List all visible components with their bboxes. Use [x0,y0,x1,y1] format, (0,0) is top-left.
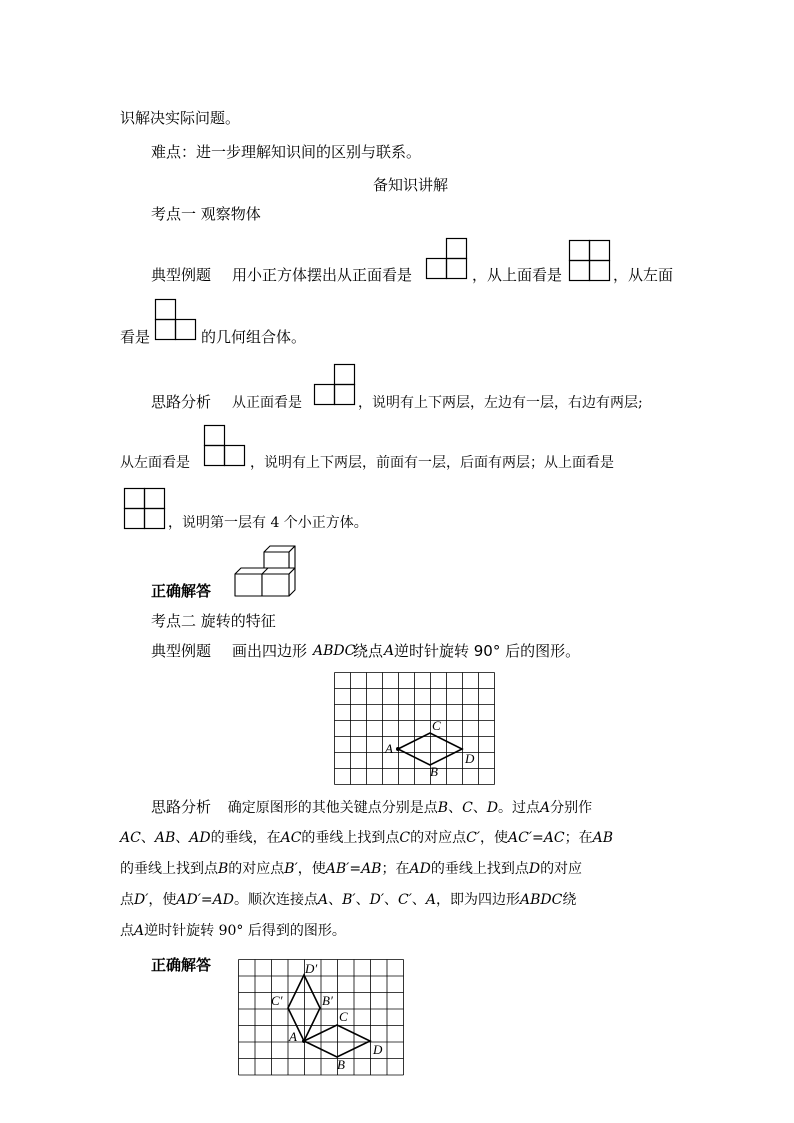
analysis-line: 点A逆时针旋转 90° 后得到的图形。 [120,923,346,939]
example-text: 看是 [120,328,151,346]
analysis-line: 点D′，使AD′=AD。顺次连接点A、B′、D′、C′、A，即为四边形ABDC绕 [120,892,577,908]
point2-heading: 考点二 旋转的特征 [151,612,276,630]
example-label: 典型例题 [151,642,212,660]
analysis-label: 思路分析 [151,393,212,411]
top-view-figure [569,240,613,282]
example-point: A [384,643,395,659]
point1-heading: 考点一 观察物体 [151,205,261,223]
section-title: 备知识讲解 [373,176,449,194]
answer-label: 正确解答 [151,956,212,974]
label-point-c: C [432,718,441,733]
example-shape: ABDC [313,643,356,659]
analysis-line: 思路分析 确定原图形的其他关键点分别是点B、C、D。过点A分别作 [151,798,593,816]
analysis-text: ，说明第一层有 4 个小正方体。 [168,515,368,531]
example-text: 逆时针旋转 90° 后的图形。 [394,642,581,660]
example-text: 的几何组合体。 [201,328,307,346]
analysis-text: ，说明有上下两层，左边有一层，右边有两层; [358,395,643,411]
analysis-text: ，说明有上下两层，前面有一层，后面有两层；从上面看是 [250,455,614,471]
analysis-text: 从左面看是 [120,455,190,471]
example-text: 用小正方体摆出从正面看是 [232,266,413,284]
label-point-c-prime: C′ [271,993,283,1008]
example-text: ，从左面 [613,266,674,284]
label-point-a: A [289,1029,297,1044]
label-point-d: D [465,751,475,766]
answer-label: 正确解答 [151,582,212,600]
label-point-b: B [337,1057,345,1072]
example-text: ，从上面看是 [472,266,563,284]
intro-line: 识解决实际问题。 [120,109,241,127]
left-view-figure [204,425,248,467]
analysis-line: 的垂线上找到点B的对应点B′，使AB′=AB；在AD的垂线上找到点D的对应 [120,861,583,877]
example-text: 画出四边形 [232,642,308,660]
difficulty-line: 难点：进一步理解知识间的区别与联系。 [151,143,422,161]
label-point-a: A [385,741,393,756]
top-view-figure [124,488,168,530]
label-point-c: C [339,1009,348,1024]
rotation-grid-original [334,672,496,784]
example-text: 绕点 [353,642,384,660]
rotation-grid-answer [238,959,405,1075]
front-view-figure [314,364,358,406]
cube-solid-figure [235,544,299,600]
front-view-figure [426,238,470,280]
label-point-b: B [430,764,438,779]
left-view-figure [155,299,199,341]
analysis-label: 思路分析 [151,798,212,816]
example-label: 典型例题 [151,266,212,284]
analysis-text: 从正面看是 [232,395,302,411]
label-point-d-prime: D′ [305,961,318,976]
label-point-d: D [373,1042,383,1057]
label-point-b-prime: B′ [322,993,333,1008]
analysis-line: AC、AB、AD的垂线，在AC的垂线上找到点C的对应点C′，使AC′=AC；在AB [120,830,613,846]
